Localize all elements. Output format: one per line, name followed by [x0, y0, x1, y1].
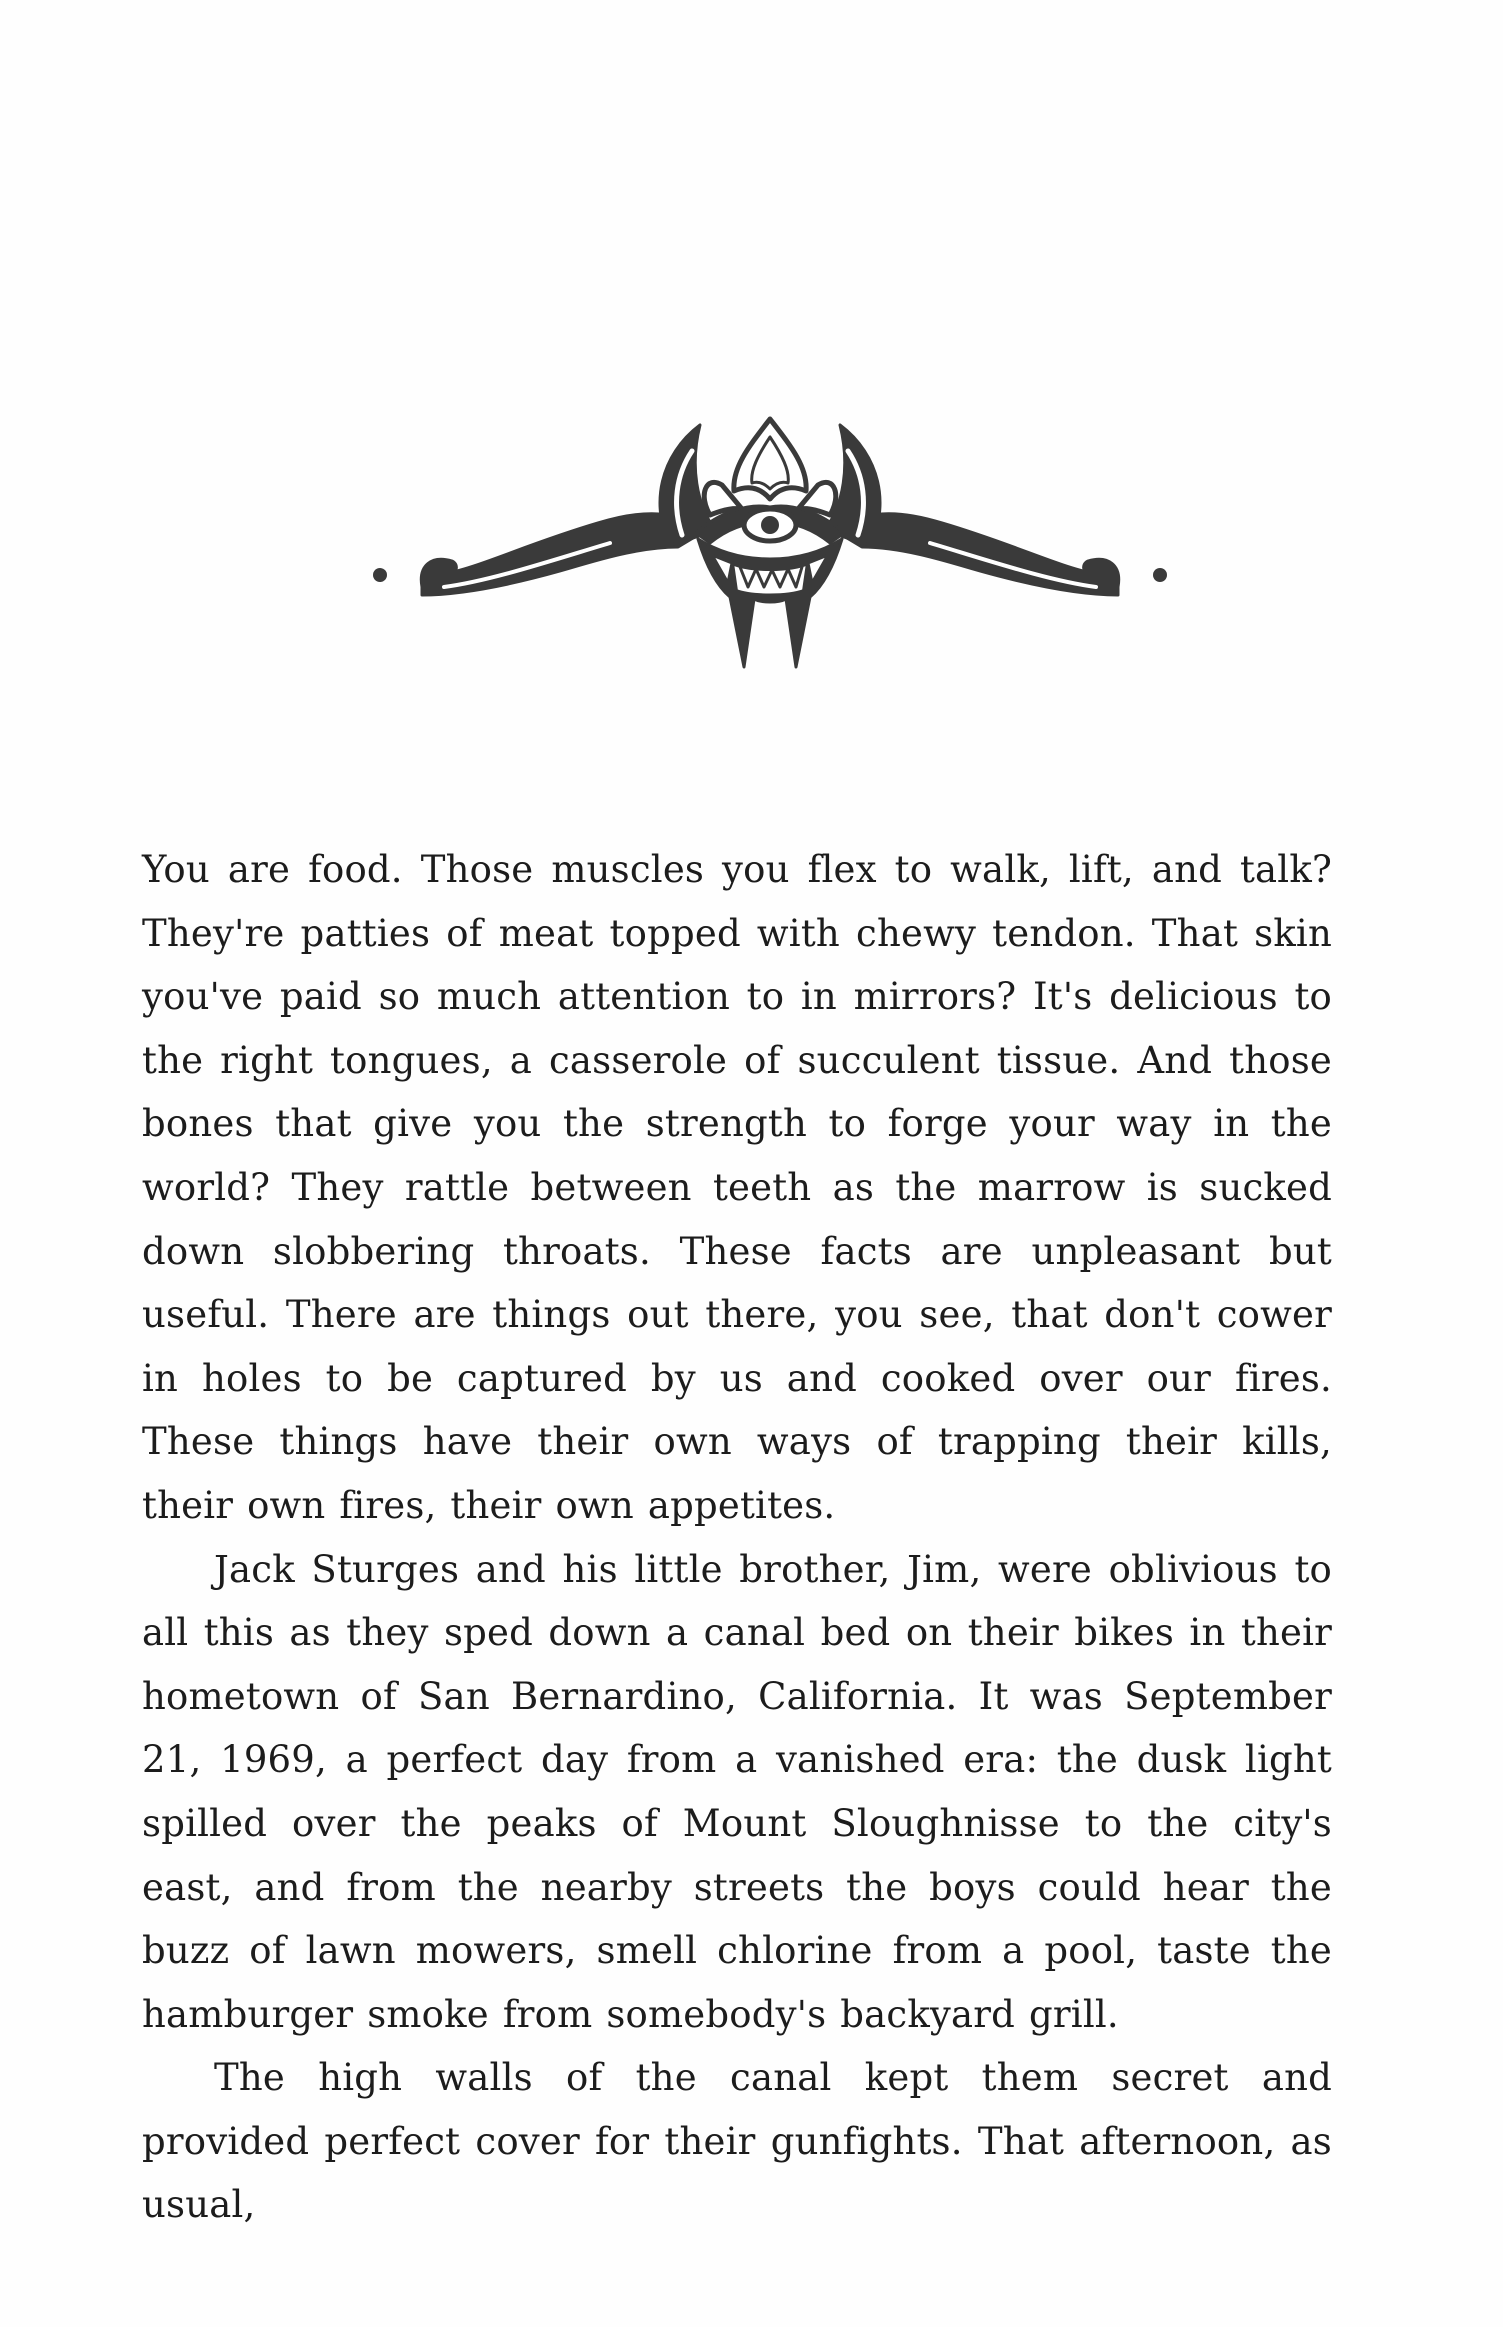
paragraph-3: The high walls of the canal kept them secret and provided perfect cover for their gunfights. That afternoon, as usual, — [142, 2056, 1332, 2227]
body-text — [142, 838, 1332, 2237]
demon-face-ornament-icon — [360, 415, 1180, 675]
paragraph-1: You are food. Those muscles you flex to walk, lift, and talk? They're patties of meat topped with chewy tendon. That skin you've paid so much attention to in mirrors? It's delicious to the right tongues, a casserole of succulent tissue. And those bones that give you the strength to forge your way in the world? They rattle between teeth as the marrow is sucked down slobbering throats. These facts are unpleasant but useful. There are things out there, you see, that don't cower in holes to be captured by us and cooked over our fires. These things have their own ways of trapping their kills, their own fires, their own appetites. — [142, 848, 1332, 1527]
paragraph-2: Jack Sturges and his little brother, Jim, were oblivious to all this as they sped down a canal bed on their bikes in their hometown of San Bernardino, California. It was September 21, 1969, a perfect day from a vanished era: the dusk light spilled over the peaks of Mount Sloughnisse to the city's east, and from the nearby streets the boys could hear the buzz of lawn mowers, smell chlorine from a pool, taste the hamburger smoke from somebody's backyard grill. — [142, 1547, 1332, 2036]
